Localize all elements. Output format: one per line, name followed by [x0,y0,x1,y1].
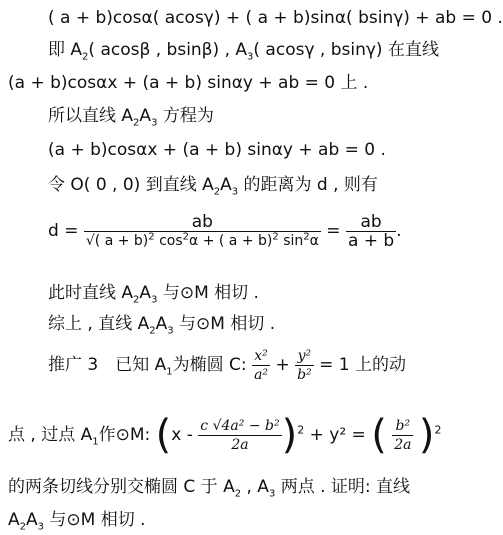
text: 与⊙M 相切 . [44,510,146,530]
text: A [155,314,168,334]
text: 令 O( 0 , 0) 到直线 A [48,175,214,195]
circle-equation-line [8,405,441,465]
text: 方程为 [157,106,214,126]
distance-lhs: d = [48,221,79,241]
subscript: 3 [268,488,276,500]
text: 作⊙M: [98,425,151,445]
superscript: 2 [434,423,442,437]
superscript: 2 [148,230,155,242]
superscript: 2 [297,423,305,437]
fraction-denominator: b² [297,366,312,383]
text: A [220,175,232,195]
subscript: 2 [234,488,242,500]
left-paren: ( [371,412,387,458]
text: 即 A [48,40,83,60]
text: x - [171,425,193,445]
text: A [139,283,152,303]
fraction-denominator: a² [254,366,269,383]
left-paren: ( [155,412,172,458]
subscript: 1 [92,436,99,448]
subscript: 2 [133,294,140,306]
simplified-fraction [346,213,396,250]
point-statement-line [48,40,439,63]
fraction-denominator: 2a [394,436,412,453]
fraction-numerator: c √4a² − b² [200,417,280,434]
text: 与⊙M 相切 . [173,314,276,334]
line-equation: (a + b)cosαx + (a + b) sinαy + ab = 0 . [48,140,386,160]
line-equation-on-line: (a + b)cosαx + (a + b) sinαy + ab = 0 上 . [8,73,369,93]
text: 此时直线 A [48,283,134,303]
fraction-numerator: x² [252,347,270,366]
line-equation-intro [48,106,214,129]
text: A [8,510,20,530]
right-paren: ) [418,412,435,458]
subscript: 2 [82,51,89,63]
subscript: 3 [37,521,45,533]
distance-fraction [84,213,321,250]
text: 与⊙M 相切 . [157,283,259,303]
text: 的两条切线分别交椭圆 C 于 A [8,477,235,497]
generalization-3 [48,342,406,388]
fraction-denominator: a + b [347,230,395,251]
subscript: 1 [166,366,173,378]
conclusion-statement [48,314,276,337]
text: 的距离为 d , 则有 [238,175,378,195]
text: ( acosβ , bsinβ) , A [88,40,248,60]
text: 两点 . 证明: 直线 [275,477,411,497]
equals-sign: = [326,221,341,241]
text: = 1 上的动 [319,355,406,375]
superscript: 2 [182,230,190,242]
text: 为椭圆 C: [172,355,247,375]
right-paren: ) [281,412,298,458]
plus-sign: + [275,355,290,375]
fraction-denominator: 2a [231,436,249,453]
y-over-b-fraction [295,347,314,384]
text: ( acosγ , bsinγ) 在直线 [253,40,439,60]
text: α [309,232,319,249]
text: A [26,510,38,530]
subscript: 2 [19,521,27,533]
superscript: 2 [272,230,279,242]
text: , A [241,477,269,497]
subscript: 2 [213,186,221,198]
text: cos [154,232,183,249]
subscript: 3 [167,325,174,337]
fraction-numerator: ab [346,213,396,232]
subscript: 3 [151,117,158,129]
text: 综上 , 直线 A [48,314,150,334]
subscript: 2 [149,325,156,337]
text: + y² = [309,425,366,445]
text: 所以直线 A [48,106,134,126]
x-over-a-fraction [252,347,270,384]
distance-intro [48,175,378,198]
subscript: 3 [151,294,158,306]
center-x-fraction [198,417,281,454]
text: 推广 3 已知 A [48,355,167,375]
radius-fraction [392,417,413,454]
distance-formula [48,208,402,254]
tangent-lines-statement [8,477,411,500]
fraction-numerator: b² [392,417,413,436]
text: sin [278,232,304,249]
text: √( a + b) [85,232,149,249]
fraction-numerator: ab [84,213,321,232]
subscript: 2 [133,117,140,129]
equation-line-1: ( a + b)cosα( acosγ) + ( a + b)sinα( bsinγ) + ab = 0 . [48,8,503,28]
text: A [139,106,152,126]
text: α + ( a + b) [189,232,273,249]
superscript: 2 [303,230,310,242]
text: 点 , 过点 A [8,425,93,445]
period: . [396,221,402,241]
subscript: 3 [247,51,254,63]
subscript: 3 [231,186,239,198]
tangent-statement [48,283,259,306]
fraction-numerator: y² [295,347,314,366]
fraction-denominator [84,232,321,250]
proof-goal [8,510,146,533]
